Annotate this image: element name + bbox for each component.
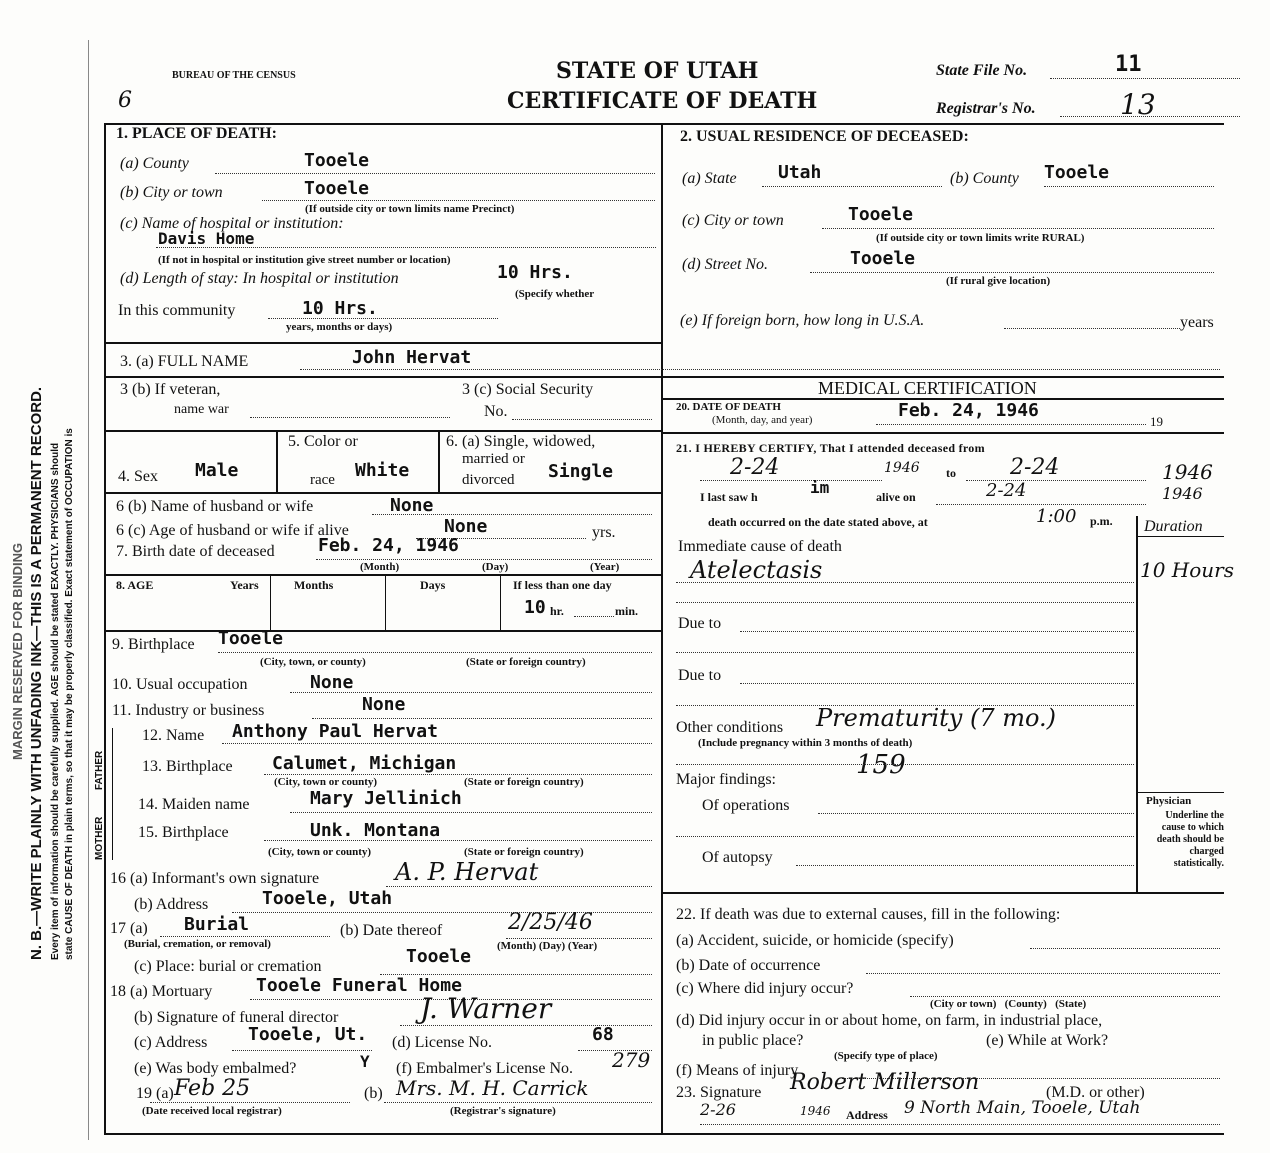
father-birthplace-label: 13. Birthplace	[142, 758, 233, 775]
rule-name-bottom	[104, 376, 1224, 378]
place-county-line	[215, 173, 655, 174]
physician-md-label: (M.D. or other)	[1046, 1084, 1145, 1101]
due-to-1-label: Due to	[678, 615, 722, 632]
external-d-note: (Specify type of place)	[834, 1050, 938, 1062]
father-side-label: FATHER	[94, 750, 105, 790]
external-heading: 22. If death was due to external causes, fill in the following:	[676, 906, 1061, 923]
registrar-no-value: 13	[1120, 88, 1156, 121]
burial-date-line	[506, 938, 652, 939]
age-min-label: min.	[615, 604, 639, 618]
registrar-signature-label: (b)	[364, 1085, 383, 1102]
margin-binding-note: MARGIN RESERVED FOR BINDING	[10, 542, 25, 760]
birthplace-note-state: (State or foreign country)	[466, 656, 586, 668]
burial-value: Burial	[184, 914, 250, 935]
color-label: 5. Color or	[288, 433, 358, 450]
last-saw-value: im	[810, 478, 830, 497]
parents-side-rule	[112, 728, 113, 860]
due-to-2-label: Due to	[678, 667, 722, 684]
sex-value: Male	[195, 460, 239, 481]
mortuary-label: 18 (a) Mortuary	[110, 983, 213, 1000]
father-name-label: 12. Name	[142, 727, 205, 744]
registrar-date-label: 19 (a)	[136, 1085, 174, 1102]
full-name-line	[300, 369, 1220, 370]
place-hospital-line	[156, 247, 656, 248]
physician-address-line	[700, 1124, 1220, 1125]
social-security-label: 3 (c) Social Security	[462, 381, 594, 398]
father-birthplace-note-city: (City, town or county)	[274, 776, 378, 788]
burial-place-label: (c) Place: burial or cremation	[134, 958, 322, 975]
age-label: 8. AGE	[116, 578, 154, 592]
state-file-value: 11	[1115, 52, 1142, 77]
age-months-label: Months	[294, 578, 334, 592]
place-stay-label: (d) Length of stay: In hospital or institution	[120, 270, 399, 287]
bureau-label: BUREAU OF THE CENSUS	[172, 70, 296, 81]
residence-city-value: Tooele	[848, 204, 914, 225]
residence-city-line	[822, 228, 1214, 229]
rule-veteran-bottom	[104, 430, 661, 432]
rule-place-bottom	[104, 342, 661, 344]
due-to-1-line-2	[676, 652, 1134, 653]
marital-label-2: married or	[462, 451, 525, 467]
place-community-note: years, months or days)	[286, 321, 393, 333]
mother-birthplace-note-state: (State or foreign country)	[464, 846, 584, 858]
external-b-line	[866, 973, 1220, 974]
father-name-value: Anthony Paul Hervat	[232, 721, 438, 742]
date-of-death-label: 20. DATE OF DEATH	[676, 401, 781, 413]
color-value: White	[355, 460, 410, 481]
burial-date-value: 2/25/46	[508, 910, 593, 935]
director-signature-line	[400, 1025, 652, 1026]
registrar-date-note: (Date received local registrar)	[142, 1105, 282, 1117]
rule-physician-top	[1136, 792, 1224, 793]
external-c-line	[910, 996, 1220, 997]
age-hr-label: hr.	[550, 604, 564, 618]
informant-signature-line	[386, 886, 652, 887]
code-number: 159	[856, 750, 906, 780]
major-findings-label: Major findings:	[676, 771, 776, 788]
state-file-label: State File No.	[936, 62, 1028, 79]
embalmer-license-value: 279	[612, 1048, 651, 1072]
father-name-line	[222, 743, 652, 744]
director-address-value: Tooele, Ut.	[248, 1024, 368, 1045]
form-title-state: STATE OF UTAH	[556, 58, 759, 84]
place-specify-note: (Specify whether	[515, 288, 595, 300]
marital-label: 6. (a) Single, widowed,	[446, 433, 596, 450]
other-conditions-value: Prematurity (7 mo.)	[816, 704, 1057, 732]
date-of-death-line	[876, 424, 1146, 425]
birthplace-line	[218, 652, 652, 653]
immediate-cause-line-2	[676, 602, 1134, 603]
license-value: 68	[592, 1024, 614, 1045]
last-saw-label: I last saw h	[700, 490, 758, 504]
birth-date-label: 7. Birth date of deceased	[116, 543, 275, 560]
industry-label: 11. Industry or business	[112, 702, 265, 719]
death-time-unit: p.m.	[1090, 514, 1113, 528]
burial-label: 17 (a)	[110, 920, 148, 937]
other-conditions-label: Other conditions	[676, 719, 784, 736]
alive-on-line	[936, 504, 1146, 505]
mother-side-label: MOTHER	[94, 816, 105, 860]
veteran-war-label: name war	[174, 402, 229, 417]
alive-on-label: alive on	[876, 490, 916, 504]
place-city-note: (If outside city or town limits name Precinct)	[305, 203, 515, 215]
occupation-value: None	[310, 672, 354, 693]
spouse-name-label: 6 (b) Name of husband or wife	[116, 498, 314, 515]
residence-heading: 2. USUAL RESIDENCE OF DECEASED:	[680, 128, 969, 145]
attend-to-year: 1946	[1162, 460, 1213, 484]
death-time-value: 1:00	[1036, 506, 1077, 527]
sex-label: 4. Sex	[118, 468, 158, 485]
immediate-cause-line	[676, 582, 1134, 583]
margin-rule	[88, 40, 89, 1140]
external-b-label: (b) Date of occurrence	[676, 957, 821, 974]
physician-note-heading: Physician	[1146, 795, 1192, 807]
external-d-label-2: in public place?	[702, 1032, 804, 1049]
residence-street-line	[810, 272, 1214, 273]
mother-birthplace-label: 15. Birthplace	[138, 824, 229, 841]
registrar-signature-note: (Registrar's signature)	[450, 1105, 556, 1117]
race-label: race	[310, 472, 335, 488]
form-title-certificate: CERTIFICATE OF DEATH	[507, 88, 818, 114]
industry-line	[312, 718, 652, 719]
director-address-line	[232, 1050, 372, 1051]
place-hospital-label: (c) Name of hospital or institution:	[120, 215, 344, 232]
age-hours-value: 10	[524, 597, 546, 618]
due-to-2-line	[740, 683, 1134, 684]
operations-line-2	[676, 836, 1134, 837]
rule-sex-sep	[276, 430, 278, 492]
birth-date-line	[316, 559, 652, 560]
physician-sign-year: 1946	[800, 1104, 831, 1118]
other-conditions-line-2	[676, 764, 1134, 765]
residence-foreign-line	[1004, 328, 1180, 329]
place-community-label: In this community	[118, 302, 236, 319]
residence-city-label: (c) City or town	[682, 212, 784, 229]
father-birthplace-note-state: (State or foreign country)	[464, 776, 584, 788]
place-hospital-note: (If not in hospital or institution give street number or location)	[158, 254, 451, 266]
spouse-name-value: None	[390, 495, 434, 516]
physician-address-value: 9 North Main, Tooele, Utah	[904, 1098, 1141, 1118]
age-days-label: Days	[420, 578, 446, 592]
certify-text: 21. I HEREBY CERTIFY, That I attended deceased from	[676, 441, 985, 455]
full-name-label: 3. (a) FULL NAME	[120, 353, 249, 370]
spouse-age-value: None	[444, 516, 488, 537]
marital-label-3: divorced	[462, 472, 515, 488]
informant-signature-value: A. P. Hervat	[395, 858, 539, 886]
place-stay-value: 10 Hrs.	[497, 262, 573, 283]
external-a-line	[1030, 948, 1220, 949]
residence-state-value: Utah	[778, 162, 822, 183]
residence-street-note: (If rural give location)	[946, 275, 1051, 287]
full-name-value: John Hervat	[352, 347, 472, 368]
physician-signature-label: 23. Signature	[676, 1084, 762, 1101]
duration-label: Duration	[1144, 518, 1203, 535]
birth-year-note: (Year)	[590, 561, 620, 573]
residence-street-label: (d) Street No.	[682, 256, 769, 273]
residence-state-label: (a) State	[682, 170, 737, 187]
frame-bottom	[104, 1133, 1224, 1135]
mother-birthplace-value: Unk. Montana	[310, 820, 441, 841]
place-county-label: (a) County	[120, 155, 189, 172]
rule-certify-bottom	[1136, 536, 1224, 537]
external-d-label: (d) Did injury occur in or about home, on farm, in industrial place,	[676, 1012, 1103, 1029]
mother-maiden-label: 14. Maiden name	[138, 796, 250, 813]
external-e-label: (e) While at Work?	[986, 1032, 1109, 1049]
attend-from-value: 2-24	[730, 455, 780, 480]
father-birthplace-value: Calumet, Michigan	[272, 753, 457, 774]
margin-instructions-2: Every item of information should be carefully supplied. AGE should be stated EXACTLY. PHYSICIANS should	[50, 442, 61, 960]
medical-heading: MEDICAL CERTIFICATION	[818, 378, 1037, 398]
place-community-value: 10 Hrs.	[302, 298, 378, 319]
mother-birthplace-note-city: (City, town or county)	[268, 846, 372, 858]
autopsy-line	[796, 865, 1134, 866]
residence-state-line	[762, 186, 942, 187]
marital-value: Single	[548, 461, 614, 482]
director-address-label: (c) Address	[134, 1034, 208, 1051]
operations-line	[818, 813, 1134, 814]
alive-on-year: 1946	[1162, 484, 1203, 503]
mother-maiden-line	[290, 812, 652, 813]
other-conditions-note: (Include pregnancy within 3 months of death)	[698, 737, 913, 749]
immediate-cause-duration: 10 Hours	[1140, 558, 1234, 582]
burial-note: (Burial, cremation, or removal)	[124, 938, 271, 950]
due-to-1-line	[740, 631, 1134, 632]
age-min-line	[574, 616, 614, 617]
residence-county-value: Tooele	[1044, 162, 1110, 183]
place-city-label: (b) City or town	[120, 184, 223, 201]
birthplace-value: Tooele	[218, 628, 284, 649]
father-birthplace-line	[264, 774, 652, 775]
place-heading: 1. PLACE OF DEATH:	[116, 125, 277, 142]
residence-foreign-label: (e) If foreign born, how long in U.S.A.	[680, 312, 925, 329]
birth-month-note: (Month)	[360, 561, 400, 573]
registrar-date-line	[150, 1102, 350, 1103]
license-label: (d) License No.	[392, 1034, 492, 1051]
physician-signature-value: Robert Millerson	[790, 1070, 980, 1095]
physician-sign-date: 2-26	[700, 1100, 736, 1119]
embalmed-value: Y	[360, 1052, 370, 1071]
birthplace-label: 9. Birthplace	[112, 636, 195, 653]
birth-date-value: Feb. 24, 1946	[318, 535, 459, 556]
industry-value: None	[362, 694, 406, 715]
rule-color-sep	[438, 430, 440, 492]
operations-label: Of operations	[702, 797, 790, 814]
rule-date-death	[661, 432, 1224, 434]
attend-from-year: 1946	[884, 460, 920, 476]
frame-center	[661, 123, 663, 1133]
burial-date-label: (b) Date thereof	[340, 922, 443, 939]
residence-city-note: (If outside city or town limits write RURAL)	[876, 232, 1085, 244]
attend-to-label: to	[946, 466, 956, 480]
registrar-no-label: Registrar's No.	[936, 100, 1036, 117]
autopsy-label: Of autopsy	[702, 849, 773, 866]
occupation-label: 10. Usual occupation	[112, 676, 248, 693]
place-city-line	[262, 200, 655, 201]
rule-age-2	[385, 574, 386, 630]
social-security-no-label: No.	[484, 403, 508, 420]
registrar-signature-line	[384, 1102, 652, 1103]
burial-place-value: Tooele	[406, 946, 472, 967]
veteran-war-line	[250, 417, 450, 418]
spouse-age-label: 6 (c) Age of husband or wife if alive	[116, 522, 349, 539]
margin-instructions-1: N. B.—WRITE PLAINLY WITH UNFADING INK—THIS IS A PERMANENT RECORD.	[28, 386, 45, 960]
residence-county-label: (b) County	[950, 170, 1019, 187]
mortuary-value: Tooele Funeral Home	[256, 975, 462, 996]
burial-line	[160, 936, 330, 937]
place-county-value: Tooele	[304, 150, 370, 171]
external-c-note: (City or town) (County) (State)	[930, 998, 1087, 1010]
alive-on-value: 2-24	[986, 480, 1027, 501]
residence-street-value: Tooele	[850, 248, 916, 269]
residence-years-label: years	[1180, 314, 1214, 331]
death-time-text: death occurred on the date stated above, at	[708, 515, 928, 529]
spouse-age-yrs: yrs.	[592, 524, 616, 541]
external-f-label: (f) Means of injury	[676, 1062, 799, 1079]
director-signature-value: J. Warner	[420, 992, 552, 1025]
informant-address-value: Tooele, Utah	[262, 888, 393, 909]
date-of-death-note: (Month, day, and year)	[712, 414, 813, 426]
age-less-label: If less than one day	[513, 578, 612, 592]
registrar-signature-value: Mrs. M. H. Carrick	[396, 1076, 589, 1100]
place-city-value: Tooele	[304, 178, 370, 199]
margin-instructions-3: state CAUSE OF DEATH in plain terms, so that it may be properly classified. Exact statement of OCCUPATION is	[64, 428, 75, 960]
social-security-line	[512, 419, 652, 420]
physician-address-label: Address	[846, 1108, 888, 1122]
birth-day-note: (Day)	[482, 561, 509, 573]
veteran-label: 3 (b) If veteran,	[120, 381, 221, 398]
residence-county-line	[1044, 186, 1214, 187]
rule-age-1	[270, 574, 271, 630]
corner-mark: 6	[118, 88, 132, 113]
mother-maiden-value: Mary Jellinich	[310, 788, 462, 809]
state-file-line	[1050, 78, 1240, 79]
rule-age-3	[500, 574, 501, 630]
place-hospital-value: Davis Home	[158, 229, 255, 248]
physician-note-text: Underline the cause to which death should be charged statistically.	[1156, 810, 1224, 869]
rule-sex-bottom	[104, 492, 661, 494]
external-a-label: (a) Accident, suicide, or homicide (specify)	[676, 932, 954, 949]
embalmer-license-label: (f) Embalmer's License No.	[396, 1060, 574, 1077]
immediate-cause-label: Immediate cause of death	[678, 538, 842, 555]
attend-from-line	[700, 480, 882, 481]
rule-medical-bottom	[661, 892, 1224, 894]
immediate-cause-value: Atelectasis	[690, 556, 823, 584]
date-of-death-value: Feb. 24, 1946	[898, 400, 1039, 421]
attend-to-value: 2-24	[1010, 455, 1060, 480]
registrar-date-value: Feb 25	[174, 1076, 251, 1101]
informant-address-label: (b) Address	[134, 896, 209, 913]
rule-birth-bottom	[104, 574, 661, 576]
director-signature-label: (b) Signature of funeral director	[134, 1009, 339, 1026]
external-c-label: (c) Where did injury occur?	[676, 980, 854, 997]
rule-age-bottom	[104, 630, 661, 632]
embalmed-label: (e) Was body embalmed?	[134, 1060, 297, 1077]
date-of-death-year: 19	[1150, 414, 1163, 429]
age-years-label: Years	[230, 578, 259, 592]
birthplace-note-city: (City, town, or county)	[260, 656, 366, 668]
informant-signature-label: 16 (a) Informant's own signature	[110, 870, 320, 887]
frame-left	[104, 123, 106, 1135]
rule-duration-col	[1136, 516, 1138, 892]
burial-date-note: (Month) (Day) (Year)	[497, 940, 598, 952]
